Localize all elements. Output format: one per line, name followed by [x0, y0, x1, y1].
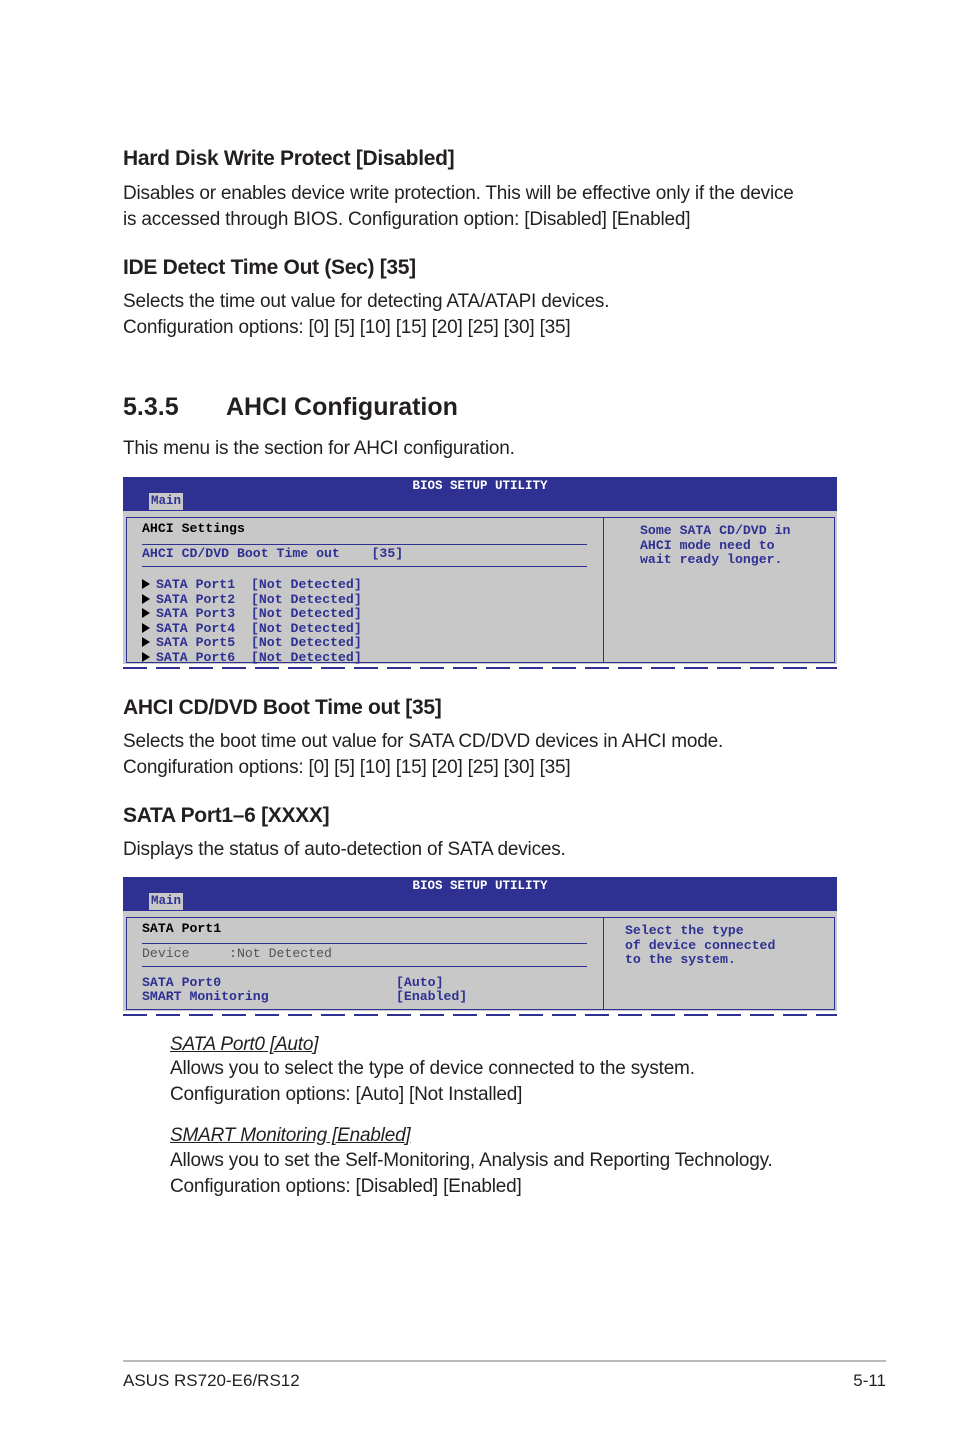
bios-body [123, 511, 837, 664]
section-title: AHCI Configuration [226, 393, 458, 421]
ide-desc-line1: Selects the time out value for detecting ATA/ATAPI devices. [123, 291, 610, 312]
bios-tab-main[interactable]: Main [151, 894, 182, 908]
bios-panel-title: AHCI Settings [142, 521, 245, 536]
footer-left: ASUS RS720-E6/RS12 [123, 1371, 300, 1390]
divider [142, 966, 587, 967]
arrow-right-icon [142, 608, 150, 618]
arrow-right-icon [142, 594, 150, 604]
bios-panel-title: SATA Port1 [142, 921, 222, 936]
bios-bottom-dashes [123, 667, 837, 669]
divider [142, 544, 587, 545]
arrow-right-icon [142, 623, 150, 633]
heading-ide-detect-time-out: IDE Detect Time Out (Sec) [35] [123, 256, 416, 279]
hdwp-desc-line1: Disables or enables device write protection. This will be effective only if the device [123, 183, 794, 204]
bios-device-status: Device :Not Detected [142, 946, 332, 961]
arrow-right-icon [142, 637, 150, 647]
bios-port-item[interactable]: SATA Port5 [Not Detected] [142, 633, 362, 648]
bios-port-list [142, 575, 362, 665]
smart-title: SMART Monitoring [Enabled] [170, 1125, 411, 1146]
arrow-right-icon [142, 579, 150, 589]
bios-help-text: Some SATA CD/DVD in AHCI mode need to wait ready longer. [640, 523, 791, 567]
sataport-desc: Displays the status of auto-detection of SATA devices. [123, 839, 566, 860]
bios-header [123, 477, 837, 511]
bios-item-cddvd-boot-timeout[interactable]: AHCI CD/DVD Boot Time out [35] [142, 546, 404, 561]
bios-bottom-dashes [123, 1014, 837, 1016]
bios-item-sata-port0-value[interactable]: [Auto] [396, 975, 444, 990]
divider [142, 943, 587, 944]
section-number: 5.3.5 [123, 393, 179, 421]
footer-rule [123, 1360, 886, 1362]
bios-item-smart-label[interactable]: SMART Monitoring [142, 989, 269, 1004]
bios-help-text: Select the type of device connected to the system. [625, 923, 776, 967]
bios-title: BIOS SETUP UTILITY [412, 479, 548, 493]
ahci-intro: This menu is the section for AHCI configuration. [123, 438, 515, 459]
bios-header [123, 877, 837, 911]
sata-port0-line1: Allows you to select the type of device connected to the system. [170, 1058, 695, 1079]
bios-port-item[interactable]: SATA Port4 [Not Detected] [142, 619, 362, 634]
sata-port0-title: SATA Port0 [Auto] [170, 1034, 319, 1055]
hdwp-desc-line2: is accessed through BIOS. Configuration option: [Disabled] [Enabled] [123, 209, 691, 230]
bios-port-item[interactable]: SATA Port1 [Not Detected] [142, 575, 362, 590]
heading-sata-port: SATA Port1–6 [XXXX] [123, 804, 330, 827]
smart-line1: Allows you to set the Self-Monitoring, Analysis and Reporting Technology. [170, 1150, 773, 1171]
footer-page-number: 5-11 [853, 1371, 886, 1390]
divider [142, 566, 587, 567]
bios-tab-main[interactable]: Main [151, 494, 182, 508]
bios-body [123, 911, 837, 1011]
cddvd-desc-line1: Selects the boot time out value for SATA CD/DVD devices in AHCI mode. [123, 731, 724, 752]
bios-port-item[interactable]: SATA Port2 [Not Detected] [142, 590, 362, 605]
bios-port-item[interactable]: SATA Port6 [Not Detected] [142, 648, 362, 663]
bios-title: BIOS SETUP UTILITY [412, 879, 548, 893]
heading-hard-disk-write-protect: Hard Disk Write Protect [Disabled] [123, 147, 455, 170]
bios-item-sata-port0-label[interactable]: SATA Port0 [142, 975, 222, 990]
arrow-right-icon [142, 652, 150, 662]
cddvd-desc-line2: Congifuration options: [0] [5] [10] [15] [20] [25] [30] [35] [123, 757, 571, 778]
sata-port0-line2: Configuration options: [Auto] [Not Installed] [170, 1084, 523, 1105]
heading-ahci-cddvd-boot: AHCI CD/DVD Boot Time out [35] [123, 696, 442, 719]
bios-port-item[interactable]: SATA Port3 [Not Detected] [142, 604, 362, 619]
bios-item-smart-value[interactable]: [Enabled] [396, 989, 468, 1004]
smart-line2: Configuration options: [Disabled] [Enabled] [170, 1176, 522, 1197]
ide-desc-line2: Configuration options: [0] [5] [10] [15] [20] [25] [30] [35] [123, 317, 571, 338]
